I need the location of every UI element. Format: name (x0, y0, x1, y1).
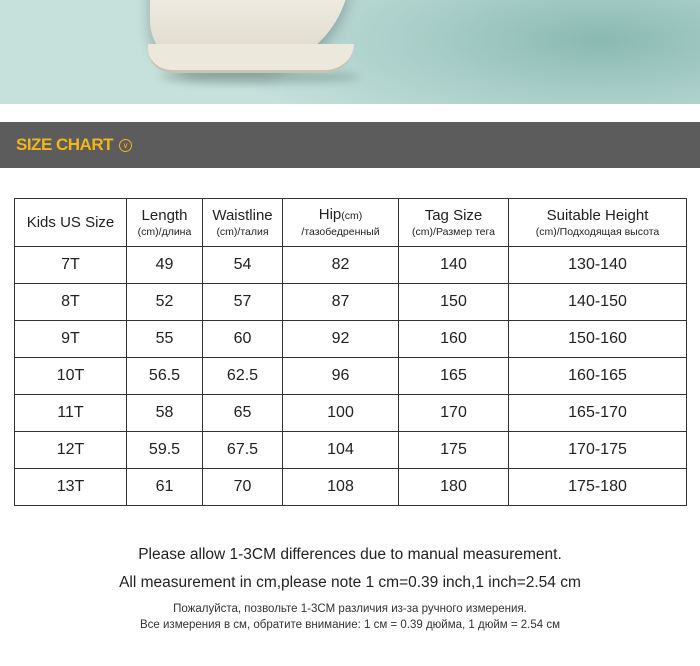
cell-length: 49 (127, 247, 203, 284)
size-chart-header (0, 122, 700, 168)
table-row (15, 358, 687, 395)
cell-waistline: 54 (203, 247, 283, 284)
table-row (15, 247, 687, 284)
cell-size: 12T (15, 432, 127, 469)
note-units-ru: Все измерения в см, обратите внимание: 1 см = 0.39 дюйма, 1 дюйм = 2.54 см (139, 619, 560, 631)
cell-waistline: 67.5 (203, 432, 283, 469)
chevron-down-circle-icon: ∨ (119, 139, 132, 152)
cell-size: 11T (15, 395, 127, 432)
cell-height: 170-175 (509, 432, 687, 469)
spacer (0, 104, 700, 122)
cell-waistline: 60 (203, 321, 283, 358)
cell-waistline: 57 (203, 284, 283, 321)
cell-size: 10T (15, 358, 127, 395)
cell-size: 13T (15, 469, 127, 506)
cell-hip: 108 (283, 469, 399, 506)
cell-length: 52 (127, 284, 203, 321)
cell-size: 8T (15, 284, 127, 321)
cell-height: 150-160 (509, 321, 687, 358)
cell-length: 59.5 (127, 432, 203, 469)
cell-length: 58 (127, 395, 203, 432)
note-tolerance-en: Please allow 1-3CM differences due to manual measurement. (138, 546, 562, 563)
cell-height: 165-170 (509, 395, 687, 432)
table-row (15, 395, 687, 432)
column-header-length: Length (cm)/длина (127, 199, 203, 247)
cell-hip: 96 (283, 358, 399, 395)
cell-height: 130-140 (509, 247, 687, 284)
sneaker-sole (148, 44, 354, 73)
cell-hip: 104 (283, 432, 399, 469)
size-chart-title: SIZE CHART (16, 135, 113, 154)
cell-hip: 100 (283, 395, 399, 432)
table-row (15, 321, 687, 358)
cell-length: 61 (127, 469, 203, 506)
cell-tag-size: 175 (399, 432, 509, 469)
cell-size: 7T (15, 247, 127, 284)
product-photo-banner (0, 0, 700, 104)
cell-height: 175-180 (509, 469, 687, 506)
table-row (15, 432, 687, 469)
column-header-waistline: Waistline (cm)/талия (203, 199, 283, 247)
cell-waistline: 62.5 (203, 358, 283, 395)
column-header-tag-size: Tag Size (cm)/Размер тега (399, 199, 509, 247)
table-row (15, 469, 687, 506)
cell-tag-size: 140 (399, 247, 509, 284)
column-header-hip: Hip(cm) /тазобедренный (283, 199, 399, 247)
cell-length: 56.5 (127, 358, 203, 395)
cell-length: 55 (127, 321, 203, 358)
cell-height: 160-165 (509, 358, 687, 395)
size-table (14, 198, 687, 506)
column-header-size: Kids US Size (15, 199, 127, 247)
cell-tag-size: 170 (399, 395, 509, 432)
cell-height: 140-150 (509, 284, 687, 321)
cell-hip: 82 (283, 247, 399, 284)
cell-tag-size: 165 (399, 358, 509, 395)
table-row (15, 284, 687, 321)
cell-tag-size: 150 (399, 284, 509, 321)
table-header-row (15, 199, 687, 247)
cell-waistline: 70 (203, 469, 283, 506)
note-tolerance-ru: Пожалуйста, позвольте 1-3CM различия из-за ручного измерения. (173, 603, 527, 615)
cell-hip: 92 (283, 321, 399, 358)
column-header-suitable-height: Suitable Height (cm)/Подходящая высота (509, 199, 687, 247)
cell-hip: 87 (283, 284, 399, 321)
cell-tag-size: 180 (399, 469, 509, 506)
cell-size: 9T (15, 321, 127, 358)
note-units-en: All measurement in cm,please note 1 cm=0.39 inch,1 inch=2.54 cm (119, 574, 581, 591)
cell-waistline: 65 (203, 395, 283, 432)
cell-tag-size: 160 (399, 321, 509, 358)
